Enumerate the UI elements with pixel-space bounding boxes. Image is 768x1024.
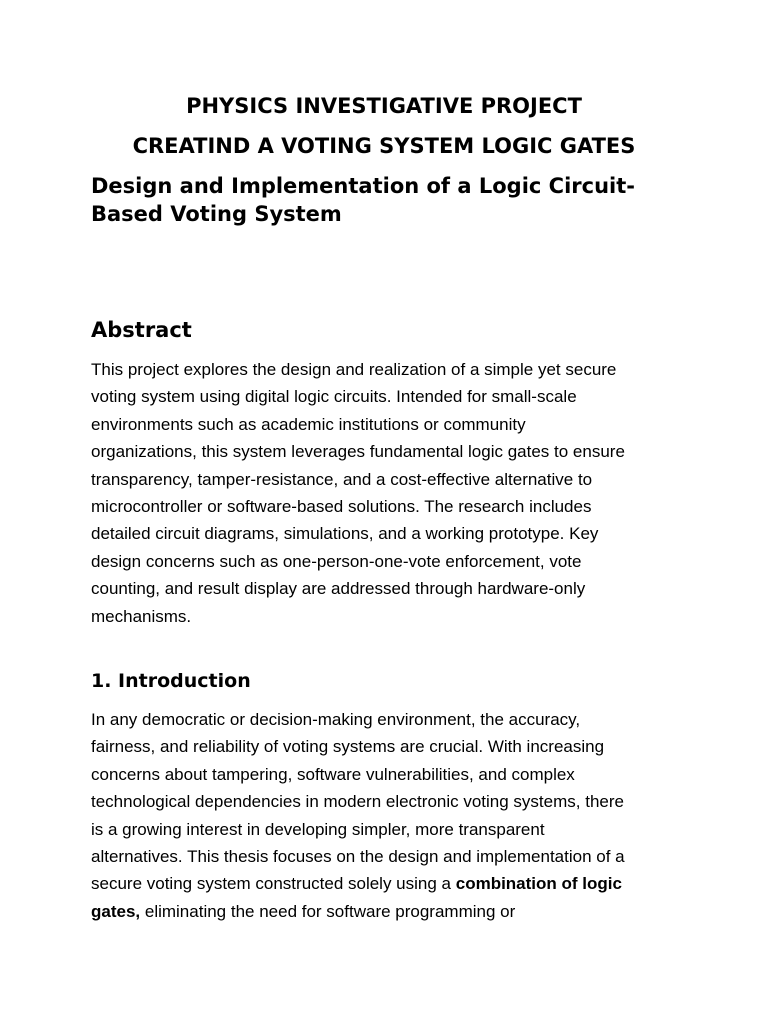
abstract-heading: Abstract <box>91 318 192 342</box>
abstract-paragraph <box>91 356 683 630</box>
introduction-heading: 1. Introduction <box>91 670 251 692</box>
abstract-line: detailed circuit diagrams, simulations, and a working prototype. Key <box>91 524 599 544</box>
introduction-line: is a growing interest in developing simpler, more transparent <box>91 819 545 839</box>
bold-phrase: combination of logic <box>455 874 622 894</box>
abstract-line: mechanisms. <box>91 606 192 626</box>
thesis-title <box>91 172 691 228</box>
bold-phrase: gates, <box>91 901 141 921</box>
abstract-line: transparency, tamper-resistance, and a cost-effective alternative to <box>91 469 593 489</box>
abstract-line: design concerns such as one-person-one-vote enforcement, vote <box>91 551 582 571</box>
abstract-line: organizations, this system leverages fundamental logic gates to ensure <box>91 442 625 462</box>
introduction-line <box>91 898 683 925</box>
introduction-line: fairness, and reliability of voting systems are crucial. With increasing <box>91 737 605 757</box>
introduction-line: In any democratic or decision-making environment, the accuracy, <box>91 710 581 729</box>
introduction-text: eliminating the need for software programming or <box>140 901 516 921</box>
introduction-line: technological dependencies in modern electronic voting systems, there <box>91 792 624 812</box>
introduction-line: concerns about tampering, software vulnerabilities, and complex <box>91 764 575 784</box>
abstract-line: microcontroller or software-based solutions. The research includes <box>91 497 592 517</box>
project-title: PHYSICS INVESTIGATIVE PROJECT <box>186 94 582 118</box>
abstract-line: environments such as academic institutions or community <box>91 414 526 434</box>
introduction-line <box>91 870 683 897</box>
introduction-paragraph <box>91 706 683 925</box>
introduction-text: secure voting system constructed solely using a <box>91 874 456 894</box>
thesis-title-line: Design and Implementation of a Logic Circuit- <box>91 174 635 198</box>
project-subtitle-heading: CREATIND A VOTING SYSTEM LOGIC GATES <box>132 134 636 158</box>
introduction-line: alternatives. This thesis focuses on the design and implementation of a <box>91 847 625 867</box>
abstract-line: voting system using digital logic circuits. Intended for small-scale <box>91 387 577 407</box>
abstract-line: counting, and result display are addressed through hardware-only <box>91 579 586 599</box>
abstract-line: This project explores the design and realization of a simple yet secure <box>91 360 617 379</box>
thesis-title-line: Based Voting System <box>91 202 342 226</box>
